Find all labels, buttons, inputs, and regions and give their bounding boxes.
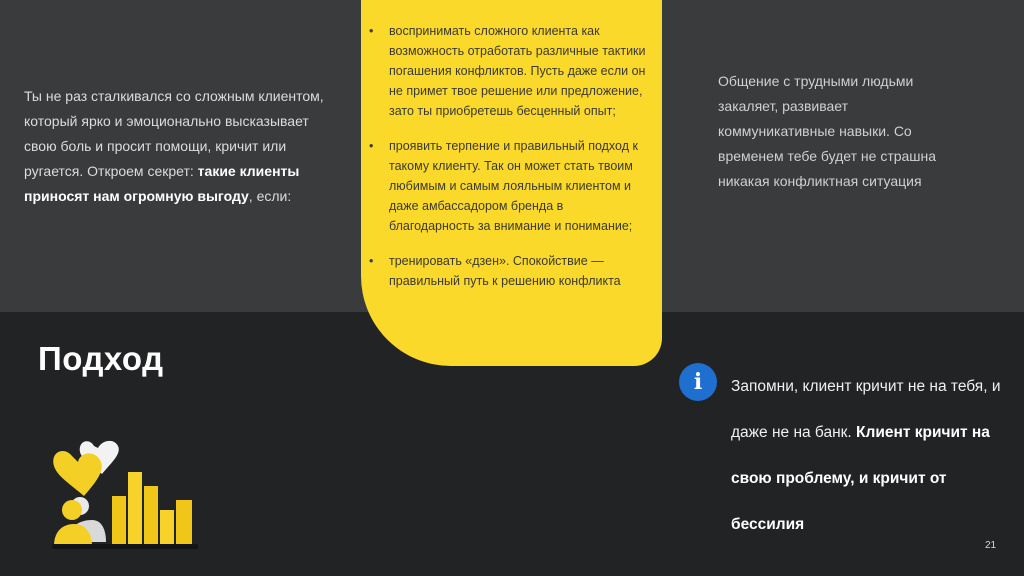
base-shadow (52, 544, 198, 549)
people-chart-illustration (50, 438, 200, 550)
note-text (731, 364, 1001, 548)
section-title: Подход (38, 340, 164, 377)
bar-3 (144, 486, 158, 548)
person-head-front (62, 500, 82, 520)
bullet-item-1: • воспринимать сложного клиента как возможность отработать различные тактики погашения конфликтов. Пусть даже если он не примет твое решение или предложение, зато ты приобретешь бесценный опыт; (369, 21, 649, 121)
info-icon-glyph: i (693, 369, 703, 395)
intro-text-plain: Ты не раз сталкивался со сложным клиентом, который ярко и эмоционально высказывает свою боль и просит помощи, кричит или ругается. Откроем секрет: (24, 88, 324, 179)
note-text-bold: Клиент кричит на свою проблему, и кричит от бессилия (731, 424, 990, 533)
yellow-heart-icon (53, 451, 101, 496)
intro-text (24, 84, 329, 209)
note-text-plain: Запомни, клиент кричит не на тебя, и даже не на банк. (731, 378, 1001, 441)
bullet-item-3: • тренировать «дзен». Спокойствие — правильный путь к решению конфликта (369, 251, 649, 291)
intro-text-bold: такие клиенты приносят нам огромную выгоду (24, 163, 300, 204)
bar-4 (160, 510, 174, 548)
info-icon (679, 363, 717, 401)
bar-2 (128, 472, 142, 548)
bar-1 (112, 496, 126, 548)
bullet-item-2: • проявить терпение и правильный подход к такому клиенту. Так он может стать твоим любимым и самым лояльным клиентом и даже амбассадором бренда в благодарность за внимание и понимание; (369, 136, 649, 236)
right-text: Общение с трудными людьми закаляет, развивает коммуникативные навыки. Со временем тебе будет не страшна никакая конфликтная ситуация (718, 73, 937, 189)
intro-text-end: , если: (248, 188, 292, 204)
bullet-list (369, 21, 649, 306)
page-number: 21 (985, 540, 997, 551)
bar-5 (176, 500, 192, 548)
